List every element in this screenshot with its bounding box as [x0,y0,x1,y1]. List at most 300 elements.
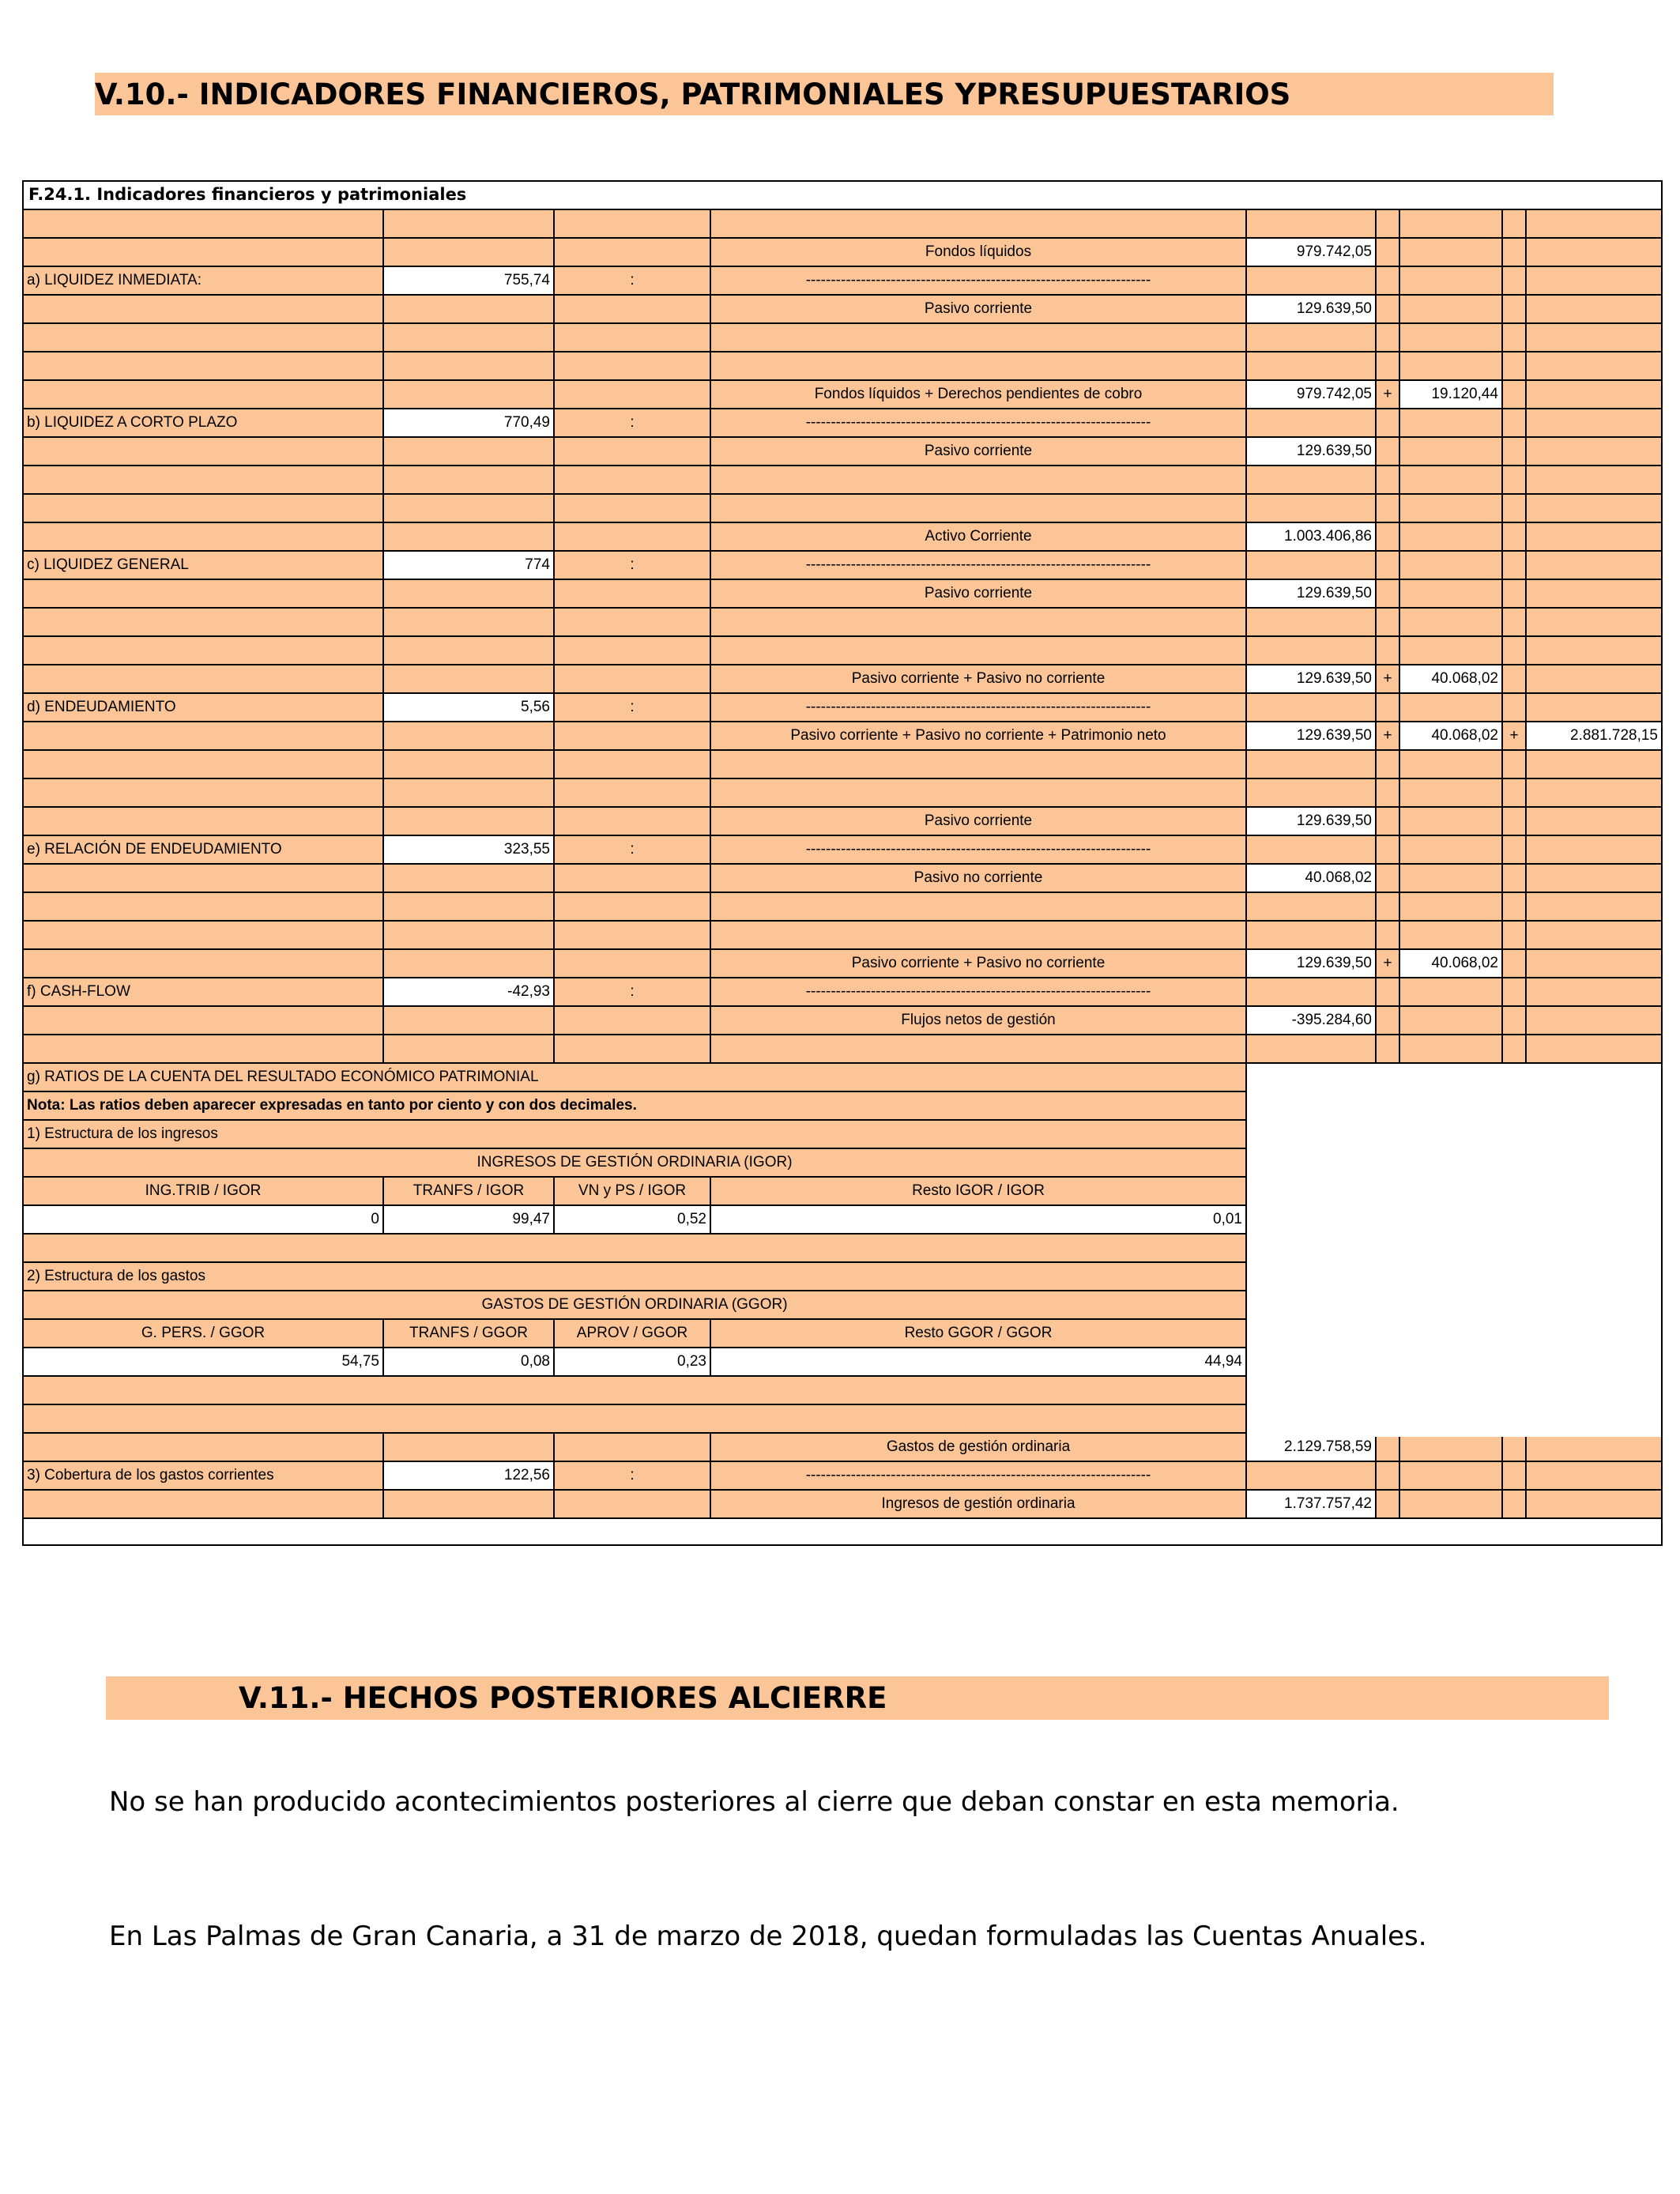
expense-ratio-value: 0,08 [384,1348,555,1377]
table-cell [1377,751,1400,779]
table-cell [1503,694,1527,722]
table-cell [1503,296,1527,324]
d-colon: : [555,694,711,722]
table-cell [24,1035,384,1064]
table-cell [384,609,555,637]
expense-ratio-value: 44,94 [711,1348,1247,1377]
table-cell [1527,637,1661,665]
section-10-title: V.10.- INDICADORES FINANCIEROS, PATRIMONIALES YPRESUPUESTARIOS [95,77,1291,111]
table-cell [384,779,555,808]
table-cell [24,239,384,267]
table-cell [1527,1007,1661,1035]
income-ratio-value: 99,47 [384,1206,555,1235]
table-cell [1527,523,1661,552]
b-den-formula-label: Pasivo corriente [711,438,1247,466]
table-cell [24,1434,384,1462]
a-num-formula-label: Fondos líquidos [711,239,1247,267]
table-cell [555,352,711,381]
table-cell [24,1235,1247,1263]
table-cell [1527,1462,1661,1491]
expense-col-header: G. PERS. / GGOR [24,1320,384,1348]
table-cell [1527,552,1661,580]
table-cell [24,865,384,893]
table-cell [1377,466,1400,495]
e-den-value-1: 40.068,02 [1247,865,1377,893]
table-cell [1503,466,1527,495]
table-cell [1400,978,1503,1007]
table-cell [1503,495,1527,523]
f-num-formula-label: Pasivo corriente + Pasivo no corriente [711,950,1247,978]
b-fraction-line: --------------------------------------------------------------------- [711,409,1247,438]
table-cell [1400,324,1503,352]
table-cell [1527,950,1661,978]
table-cell [1503,978,1527,1007]
table-cell [24,779,384,808]
table-cell [1247,836,1377,865]
table-cell [1400,409,1503,438]
table-cell [1527,352,1661,381]
table-cell [1377,779,1400,808]
table-cell [384,751,555,779]
d-num-value-1: 129.639,50 [1247,665,1377,694]
table-cell [1377,495,1400,523]
expense-group-heading: GASTOS DE GESTIÓN ORDINARIA (GGOR) [24,1291,1247,1320]
table-row [24,523,1661,552]
table-cell [384,1035,555,1064]
table-cell [1527,210,1661,239]
table-row [24,637,1661,665]
expense-ratio-value: 54,75 [24,1348,384,1377]
table-cell [555,324,711,352]
b-num-value-2: 19.120,44 [1400,381,1503,409]
f-num-value-1: 129.639,50 [1247,950,1377,978]
table-cell [1527,267,1661,296]
table-cell [1377,324,1400,352]
table-cell [24,210,384,239]
table-cell [555,381,711,409]
table-row [24,1462,1661,1491]
table-cell [555,438,711,466]
table-cell [555,1434,711,1462]
a-indicator-label: a) LIQUIDEZ INMEDIATA: [24,267,384,296]
table-cell [1527,580,1661,609]
table-cell [1503,865,1527,893]
table-cell [1400,352,1503,381]
table-cell [1400,893,1503,922]
h-den-value-1: 1.737.757,42 [1247,1491,1377,1519]
table-row [24,978,1661,1007]
d-indicator-label: d) ENDEUDAMIENTO [24,694,384,722]
income-col-header: ING.TRIB / IGOR [24,1178,384,1206]
table-cell [555,865,711,893]
d-den-value-2: 40.068,02 [1400,722,1503,751]
table-row [24,580,1661,609]
table-cell [1400,808,1503,836]
table-cell [1503,893,1527,922]
b-indicator-value: 770,49 [384,409,555,438]
table-cell [384,950,555,978]
table-cell [1527,978,1661,1007]
table-title-row [24,182,1661,210]
table-cell [1527,239,1661,267]
f-colon: : [555,978,711,1007]
table-cell [1527,779,1661,808]
table-cell [555,922,711,950]
table-cell [1400,637,1503,665]
table-cell [555,1007,711,1035]
table-cell [1400,580,1503,609]
table-cell [1377,1035,1400,1064]
f-den-value-1: -395.284,60 [1247,1007,1377,1035]
table-cell [711,352,1247,381]
h-den-formula-label: Ingresos de gestión ordinaria [711,1491,1247,1519]
table-cell [1247,694,1377,722]
table-row [24,409,1661,438]
table-cell [24,495,384,523]
table-row [24,296,1661,324]
f-indicator-label: f) CASH-FLOW [24,978,384,1007]
table-cell [1247,409,1377,438]
table-cell [24,1405,1247,1434]
table-cell [1247,893,1377,922]
e-indicator-label: e) RELACIÓN DE ENDEUDAMIENTO [24,836,384,865]
g-note: Nota: Las ratios deben aparecer expresadas en tanto por ciento y con dos decimales. [24,1092,1247,1121]
table-cell [711,1035,1247,1064]
table-cell [1377,296,1400,324]
table-row [24,950,1661,978]
h-num-formula-label: Gastos de gestión ordinaria [711,1434,1247,1462]
table-row [24,210,1661,239]
table-cell [1527,381,1661,409]
a-fraction-line: --------------------------------------------------------------------- [711,267,1247,296]
table-cell [1400,267,1503,296]
b-den-value-1: 129.639,50 [1247,438,1377,466]
table-cell [1503,1491,1527,1519]
table-cell [555,523,711,552]
table-cell [1377,808,1400,836]
table-cell [24,324,384,352]
a-den-formula-label: Pasivo corriente [711,296,1247,324]
table-cell [1527,751,1661,779]
table-cell [1527,893,1661,922]
d-num-plus-1: + [1377,665,1400,694]
table-cell [384,466,555,495]
table-cell [384,324,555,352]
h-fraction-line: --------------------------------------------------------------------- [711,1462,1247,1491]
blank-area [1247,1084,1661,1437]
table-cell [1377,1434,1400,1462]
table-cell [384,523,555,552]
c-den-formula-label: Pasivo corriente [711,580,1247,609]
table-row [24,1007,1661,1035]
e-num-value-1: 129.639,50 [1247,808,1377,836]
table-cell [1503,1035,1527,1064]
table-cell [1400,523,1503,552]
income-ratio-value: 0,01 [711,1206,1247,1235]
f-fraction-line: --------------------------------------------------------------------- [711,978,1247,1007]
table-cell [24,381,384,409]
table-cell [555,950,711,978]
table-cell [1377,893,1400,922]
table-cell [1400,922,1503,950]
table-cell [1527,1434,1661,1462]
d-den-formula-label: Pasivo corriente + Pasivo no corriente + Patrimonio neto [711,722,1247,751]
table-cell [1247,267,1377,296]
b-colon: : [555,409,711,438]
h-indicator-label: 3) Cobertura de los gastos corrientes [24,1462,384,1491]
d-indicator-value: 5,56 [384,694,555,722]
table-cell [1503,324,1527,352]
table-cell [1527,836,1661,865]
table-cell [24,609,384,637]
table-row [24,722,1661,751]
table-cell [24,523,384,552]
table-cell [1527,1035,1661,1064]
d-num-value-2: 40.068,02 [1400,665,1503,694]
table-row [24,751,1661,779]
table-cell [711,324,1247,352]
table-cell [1377,1462,1400,1491]
table-row [24,239,1661,267]
table-cell [1503,609,1527,637]
table-cell [24,922,384,950]
table-cell [555,296,711,324]
income-heading: 1) Estructura de los ingresos [24,1121,1247,1149]
table-cell [384,239,555,267]
table-cell [555,665,711,694]
table-cell [1247,1035,1377,1064]
table-cell [555,722,711,751]
table-row [24,552,1661,580]
table-cell [1400,438,1503,466]
table-cell [1377,552,1400,580]
table-cell [24,751,384,779]
table-cell [711,922,1247,950]
table-cell [1400,296,1503,324]
table-cell [1400,1462,1503,1491]
table-cell [1377,210,1400,239]
table-cell [1377,438,1400,466]
income-col-header: Resto IGOR / IGOR [711,1178,1247,1206]
table-cell [384,922,555,950]
table-cell [1247,751,1377,779]
a-colon: : [555,267,711,296]
table-cell [24,1377,1247,1405]
table-cell [711,893,1247,922]
c-indicator-label: c) LIQUIDEZ GENERAL [24,552,384,580]
table-row [24,922,1661,950]
c-indicator-value: 774 [384,552,555,580]
table-row [24,466,1661,495]
table-cell [1400,1491,1503,1519]
table-cell [384,352,555,381]
e-indicator-value: 323,55 [384,836,555,865]
table-cell [1377,409,1400,438]
table-cell [555,239,711,267]
d-den-plus-1: + [1377,722,1400,751]
table-cell [24,637,384,665]
table-cell [1400,694,1503,722]
table-cell [1527,922,1661,950]
table-cell [1503,637,1527,665]
table-cell [1503,779,1527,808]
c-colon: : [555,552,711,580]
table-cell [711,609,1247,637]
income-col-header: TRANFS / IGOR [384,1178,555,1206]
table-cell [1247,609,1377,637]
e-fraction-line: --------------------------------------------------------------------- [711,836,1247,865]
table-row [24,352,1661,381]
table-cell [1503,438,1527,466]
table-cell [711,210,1247,239]
b-num-plus-1: + [1377,381,1400,409]
a-num-value-1: 979.742,05 [1247,239,1377,267]
f-num-plus-1: + [1377,950,1400,978]
h-num-value-1: 2.129.758,59 [1247,1434,1377,1462]
table-cell [1503,751,1527,779]
e-colon: : [555,836,711,865]
table-cell [1400,609,1503,637]
table-cell [555,466,711,495]
table-cell [1400,1035,1503,1064]
b-indicator-label: b) LIQUIDEZ A CORTO PLAZO [24,409,384,438]
table-cell [1247,495,1377,523]
table-cell [1247,324,1377,352]
h-colon: : [555,1462,711,1491]
table-cell [1400,466,1503,495]
table-cell [711,637,1247,665]
table-cell [384,1434,555,1462]
f-indicator-value: -42,93 [384,978,555,1007]
table-cell [1377,239,1400,267]
d-den-value-3: 2.881.728,15 [1527,722,1661,751]
table-cell [1503,836,1527,865]
a-den-value-1: 129.639,50 [1247,296,1377,324]
table-cell [1503,210,1527,239]
f-den-formula-label: Flujos netos de gestión [711,1007,1247,1035]
table-cell [24,808,384,836]
table-cell [711,751,1247,779]
table-row [24,495,1661,523]
income-col-header: VN y PS / IGOR [555,1178,711,1206]
table-row [24,865,1661,893]
table-cell [1247,552,1377,580]
d-fraction-line: --------------------------------------------------------------------- [711,694,1247,722]
table-row [24,779,1661,808]
table-cell [1503,409,1527,438]
h-indicator-value: 122,56 [384,1462,555,1491]
e-num-formula-label: Pasivo corriente [711,808,1247,836]
table-cell [555,808,711,836]
table-cell [1247,1462,1377,1491]
table-cell [1527,865,1661,893]
table-cell [384,893,555,922]
table-cell [1527,438,1661,466]
table-cell [1503,950,1527,978]
table-cell [384,495,555,523]
table-cell [384,438,555,466]
table-cell [555,893,711,922]
g-title: g) RATIOS DE LA CUENTA DEL RESULTADO ECONÓMICO PATRIMONIAL [24,1064,1247,1092]
table-cell [1400,836,1503,865]
table-cell [24,1491,384,1519]
table-cell [555,580,711,609]
table-cell [1527,296,1661,324]
table-cell [555,1491,711,1519]
table-cell [1377,1491,1400,1519]
c-fraction-line: --------------------------------------------------------------------- [711,552,1247,580]
table-cell [1377,267,1400,296]
table-row [24,808,1661,836]
table-cell [1377,1007,1400,1035]
table-cell [1400,552,1503,580]
table-cell [1400,865,1503,893]
table-row [24,893,1661,922]
table-cell [24,296,384,324]
table-cell [24,466,384,495]
table-cell [1503,267,1527,296]
indicators-table [22,180,1663,1546]
table-cell [1377,865,1400,893]
table-cell [384,1007,555,1035]
c-den-value-1: 129.639,50 [1247,580,1377,609]
c-num-value-1: 1.003.406,86 [1247,523,1377,552]
table-cell [1247,352,1377,381]
table-cell [24,950,384,978]
table-cell [1527,466,1661,495]
income-ratio-value: 0,52 [555,1206,711,1235]
table-cell [1400,751,1503,779]
d-den-value-1: 129.639,50 [1247,722,1377,751]
table-cell [1503,352,1527,381]
table-cell [1503,922,1527,950]
table-row [24,665,1661,694]
table-cell [555,609,711,637]
table-cell [1400,1434,1503,1462]
table-cell [1247,637,1377,665]
section-11-header [106,1676,1609,1720]
table-cell [1377,836,1400,865]
expense-col-header: TRANFS / GGOR [384,1320,555,1348]
table-cell [384,865,555,893]
d-num-formula-label: Pasivo corriente + Pasivo no corriente [711,665,1247,694]
table-cell [384,580,555,609]
table-cell [1503,665,1527,694]
table-cell [1503,580,1527,609]
table-cell [24,722,384,751]
expense-col-header: APROV / GGOR [555,1320,711,1348]
table-cell [555,1035,711,1064]
table-cell [1527,665,1661,694]
table-cell [384,637,555,665]
table-cell [384,381,555,409]
table-cell [555,779,711,808]
table-cell [1247,978,1377,1007]
expense-ratio-value: 0,23 [555,1348,711,1377]
table-cell [1400,210,1503,239]
table-cell [1527,324,1661,352]
table-cell [1377,922,1400,950]
table-cell [1377,352,1400,381]
table-cell [711,495,1247,523]
table-cell [555,637,711,665]
table-cell [1527,495,1661,523]
table-cell [384,296,555,324]
table-cell [1527,808,1661,836]
no-subsequent-events-text: No se han producido acontecimientos posteriores al cierre que deban constar en esta memoria. [109,1786,1399,1818]
table-cell [1527,1491,1661,1519]
f-num-value-2: 40.068,02 [1400,950,1503,978]
